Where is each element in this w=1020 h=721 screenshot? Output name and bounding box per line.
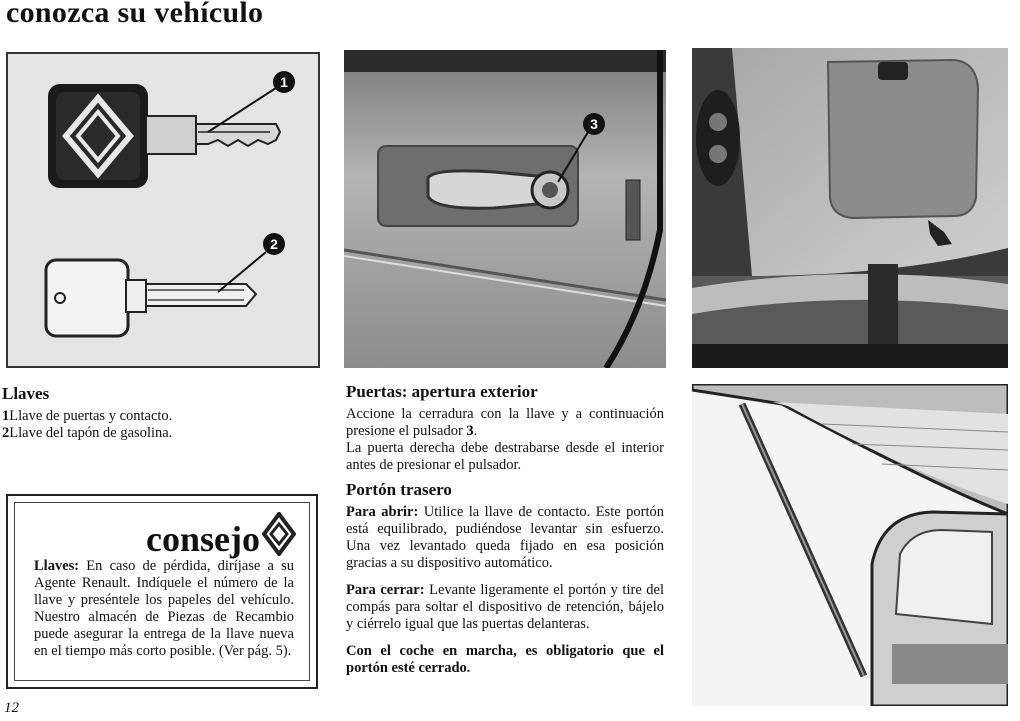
open-tailgate-photo — [692, 384, 1008, 706]
llaves-heading: Llaves — [2, 384, 50, 403]
renault-logo-icon — [262, 512, 296, 556]
callout-3: 3 — [590, 116, 598, 132]
tailgate-lock-photo — [692, 48, 1008, 368]
consejo-box — [6, 494, 318, 689]
llaves-item-2 — [2, 425, 322, 442]
consejo-body: En caso de pérdida, diríjase a su Agente Renault. Indíquele el número de la llave y preséntele los papeles del vehículo. Nuestro almacén de Piezas de Recambio puede asegurar la entrega de la llave nueva en el tiempo más corto posible. (Ver pág. 5). — [34, 558, 295, 659]
puertas-p1-ref: 3 — [466, 423, 474, 439]
puertas-paragraph-2: La puerta derecha debe destrabarse desde el interior antes de presionar el pulsador. — [346, 440, 664, 473]
puertas-heading: Puertas: apertura exterior — [346, 382, 538, 401]
porton-abrir-label: Para abrir: — [346, 504, 419, 520]
porton-abrir-text: Utilice la llave de contacto. Este portón está equilibrado, pudiéndose levantar sin esfuerzo. Una vez levantado queda fijado en esa posición gracias a su dispositivo automático. — [346, 504, 664, 571]
llaves-item-1-text: Llave de puertas y contacto. — [9, 408, 173, 424]
puertas-paragraph-1 — [346, 406, 664, 440]
consejo-lead: Llaves: — [34, 558, 80, 574]
porton-cerrar-label: Para cerrar: — [346, 582, 425, 598]
porton-heading: Portón trasero — [346, 480, 452, 499]
puertas-p1-text: Accione la cerradura con la llave y a continuación presione el pulsador — [346, 406, 664, 439]
page-title: conozca su vehículo — [6, 0, 264, 29]
callout-1: 1 — [280, 74, 288, 90]
llaves-item-2-num: 2 — [2, 425, 10, 441]
puertas-p1-end: . — [473, 423, 478, 439]
porton-cerrar — [346, 582, 664, 633]
keys-illustration — [6, 52, 320, 368]
consejo-text — [34, 558, 294, 660]
door-handle-photo — [344, 50, 666, 368]
llaves-item-1 — [2, 408, 322, 425]
llaves-item-2-text: Llave del tapón de gasolina. — [9, 425, 173, 441]
llaves-item-1-num: 1 — [2, 408, 10, 424]
callout-2: 2 — [270, 236, 278, 252]
porton-abrir — [346, 504, 664, 572]
consejo-title: consejo — [146, 519, 260, 559]
porton-warning: Con el coche en marcha, es obligatorio que el portón esté cerrado. — [346, 643, 664, 676]
porton-cerrar-text: Levante ligeramente el portón y tire del compás para soltar el dispositivo de retención, bájelo y ciérrelo igual que las puertas delanteras. — [346, 582, 664, 632]
page-number: 12 — [4, 700, 19, 716]
